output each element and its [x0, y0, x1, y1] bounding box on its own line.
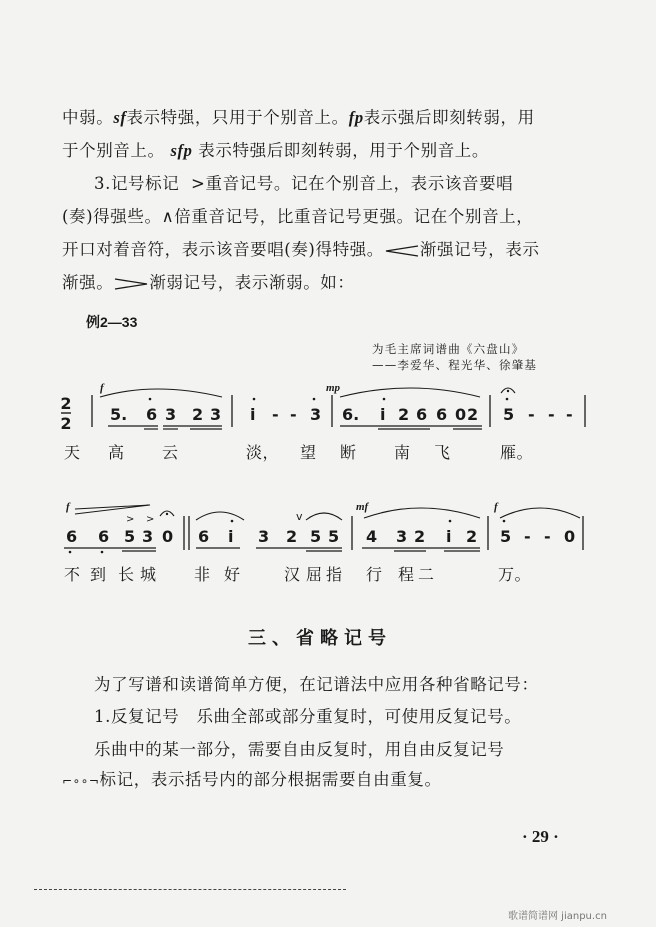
- lyric: 淡，: [246, 443, 280, 462]
- text: (奏)得强些。: [62, 207, 162, 226]
- note: -: [548, 405, 555, 424]
- fp-mark: fp: [348, 108, 364, 127]
- sfp-mark: sfp: [170, 141, 193, 160]
- accent-mark: >: [191, 174, 206, 193]
- note: -: [566, 405, 573, 424]
- text-line: 乐曲中的某一部分，需要自由反复时，用自由反复记号: [94, 740, 505, 759]
- text-line: [62, 137, 489, 161]
- lyrics-row-2: [0, 562, 656, 584]
- text: 开口对着音符，表示该音要唱(奏)得特强。: [62, 240, 384, 259]
- text-line: 1.反复记号 乐曲全部或部分重复时，可使用反复记号。: [94, 707, 522, 726]
- text: 3.记号标记: [94, 174, 180, 193]
- note: 6: [436, 405, 448, 424]
- lyric: 程: [398, 565, 415, 584]
- note: 3: [310, 405, 322, 424]
- lyric: 天: [64, 443, 81, 462]
- decrescendo-icon: [113, 278, 149, 290]
- note: -: [544, 527, 551, 546]
- text: 表示特强，只用于个别音上。: [126, 108, 349, 127]
- note: i: [380, 405, 386, 424]
- crescendo-icon: [384, 245, 420, 257]
- note: -: [290, 405, 297, 424]
- time-signature: 2: [60, 414, 72, 433]
- note: 5: [310, 527, 322, 546]
- note: 3: [142, 527, 154, 546]
- text: 重音记号。记在个别音上，表示该音要唱: [205, 174, 514, 193]
- note: 3: [396, 527, 408, 546]
- text: 中弱。: [62, 108, 114, 127]
- lyric: 行: [366, 565, 383, 584]
- note: 6.: [342, 405, 360, 424]
- text-line: [62, 236, 540, 260]
- note: 0: [455, 405, 467, 424]
- lyric: 汉: [284, 565, 301, 584]
- lyric: 到: [90, 565, 107, 584]
- lyric: 云: [162, 443, 179, 462]
- note: -: [272, 405, 279, 424]
- section-title: 三、省略记号: [248, 628, 392, 649]
- lyric: 屈: [306, 565, 323, 584]
- lyric: 高: [108, 443, 125, 462]
- text-line: 为了写谱和读谱简单方便，在记谱法中应用各种省略记号：: [94, 675, 539, 694]
- lyric: 飞: [434, 443, 451, 462]
- text: 表示特强后即刻转弱，用于个别音上。: [198, 141, 489, 160]
- note: 2: [192, 405, 204, 424]
- note: i: [228, 527, 234, 546]
- notes: [66, 527, 575, 546]
- divider: [34, 889, 346, 890]
- text-line: [62, 104, 535, 128]
- page-number: · 29 ·: [522, 827, 559, 846]
- note: 6: [98, 527, 110, 546]
- note: 5: [328, 527, 340, 546]
- note: 5.: [110, 405, 128, 424]
- text: 渐强。: [62, 273, 114, 292]
- note: 2: [467, 405, 479, 424]
- note: 0: [564, 527, 576, 546]
- note: 6: [66, 527, 78, 546]
- dynamic-mp: mp: [326, 382, 341, 394]
- text-line: [94, 170, 513, 194]
- note: 4: [366, 527, 378, 546]
- dynamic-f: f: [494, 501, 498, 513]
- note: 5: [500, 527, 512, 546]
- lyric: 南: [394, 443, 411, 462]
- note: 3: [210, 405, 222, 424]
- note: 3: [258, 527, 270, 546]
- text: 倍重音记号，比重音记号更强。记在个别音上，: [174, 207, 534, 226]
- note: 5: [503, 405, 515, 424]
- marcato-mark: ∧: [161, 207, 175, 226]
- credit-title: 为毛主席词谱曲《六盘山》: [372, 342, 525, 356]
- note: 2: [398, 405, 410, 424]
- breath-mark: v: [296, 510, 303, 523]
- lyric: 指: [326, 565, 343, 584]
- dynamic-f: f: [100, 382, 104, 394]
- free-repeat-mark: ⌐∘∘¬: [62, 774, 100, 788]
- lyric: 不: [64, 565, 81, 584]
- dynamic-mf: mf: [356, 501, 369, 513]
- lyric: 好: [224, 565, 241, 584]
- text: 渐弱记号，表示渐弱。如：: [149, 273, 355, 292]
- note: 6: [198, 527, 210, 546]
- note: -: [528, 405, 535, 424]
- svg-text:>: >: [126, 514, 135, 525]
- note: -: [524, 527, 531, 546]
- example-label: 例2—33: [86, 314, 138, 330]
- lyric: 望: [300, 443, 317, 462]
- lyric: 城: [140, 565, 157, 584]
- lyric: 断: [340, 443, 357, 462]
- note: 6: [416, 405, 428, 424]
- text: 表示强后即刻转弱，用: [363, 108, 535, 127]
- credit-authors: ——李爱华、程光华、徐肇基: [372, 358, 538, 372]
- lyrics-row-1: [0, 440, 656, 462]
- dynamic-f: f: [66, 501, 70, 513]
- note: i: [250, 405, 256, 424]
- lyric: 长: [118, 565, 135, 584]
- svg-text:>: >: [146, 514, 155, 525]
- watermark: 歌谱简谱网 jianpu.cn: [508, 911, 607, 922]
- note: 2: [414, 527, 426, 546]
- text-line: [62, 269, 355, 293]
- note: 2: [286, 527, 298, 546]
- text-line: [62, 203, 533, 227]
- lyric: 二: [418, 565, 435, 584]
- notes: [110, 405, 573, 424]
- lyric: 万。: [498, 565, 532, 584]
- sf-mark: sf: [113, 108, 127, 127]
- note: 5: [124, 527, 136, 546]
- note: 0: [162, 527, 174, 546]
- note: i: [446, 527, 452, 546]
- text: 渐强记号，表示: [419, 240, 540, 259]
- note: 3: [165, 405, 177, 424]
- lyric: 非: [194, 565, 211, 584]
- time-signature: 2: [60, 394, 72, 413]
- text: 标记，表示括号内的部分根据需要自由重复。: [99, 770, 442, 789]
- text-line: [62, 766, 442, 790]
- text: 于个别音上。: [62, 141, 165, 160]
- note: 6: [146, 405, 158, 424]
- lyric: 雁。: [500, 443, 534, 462]
- note: 2: [466, 527, 478, 546]
